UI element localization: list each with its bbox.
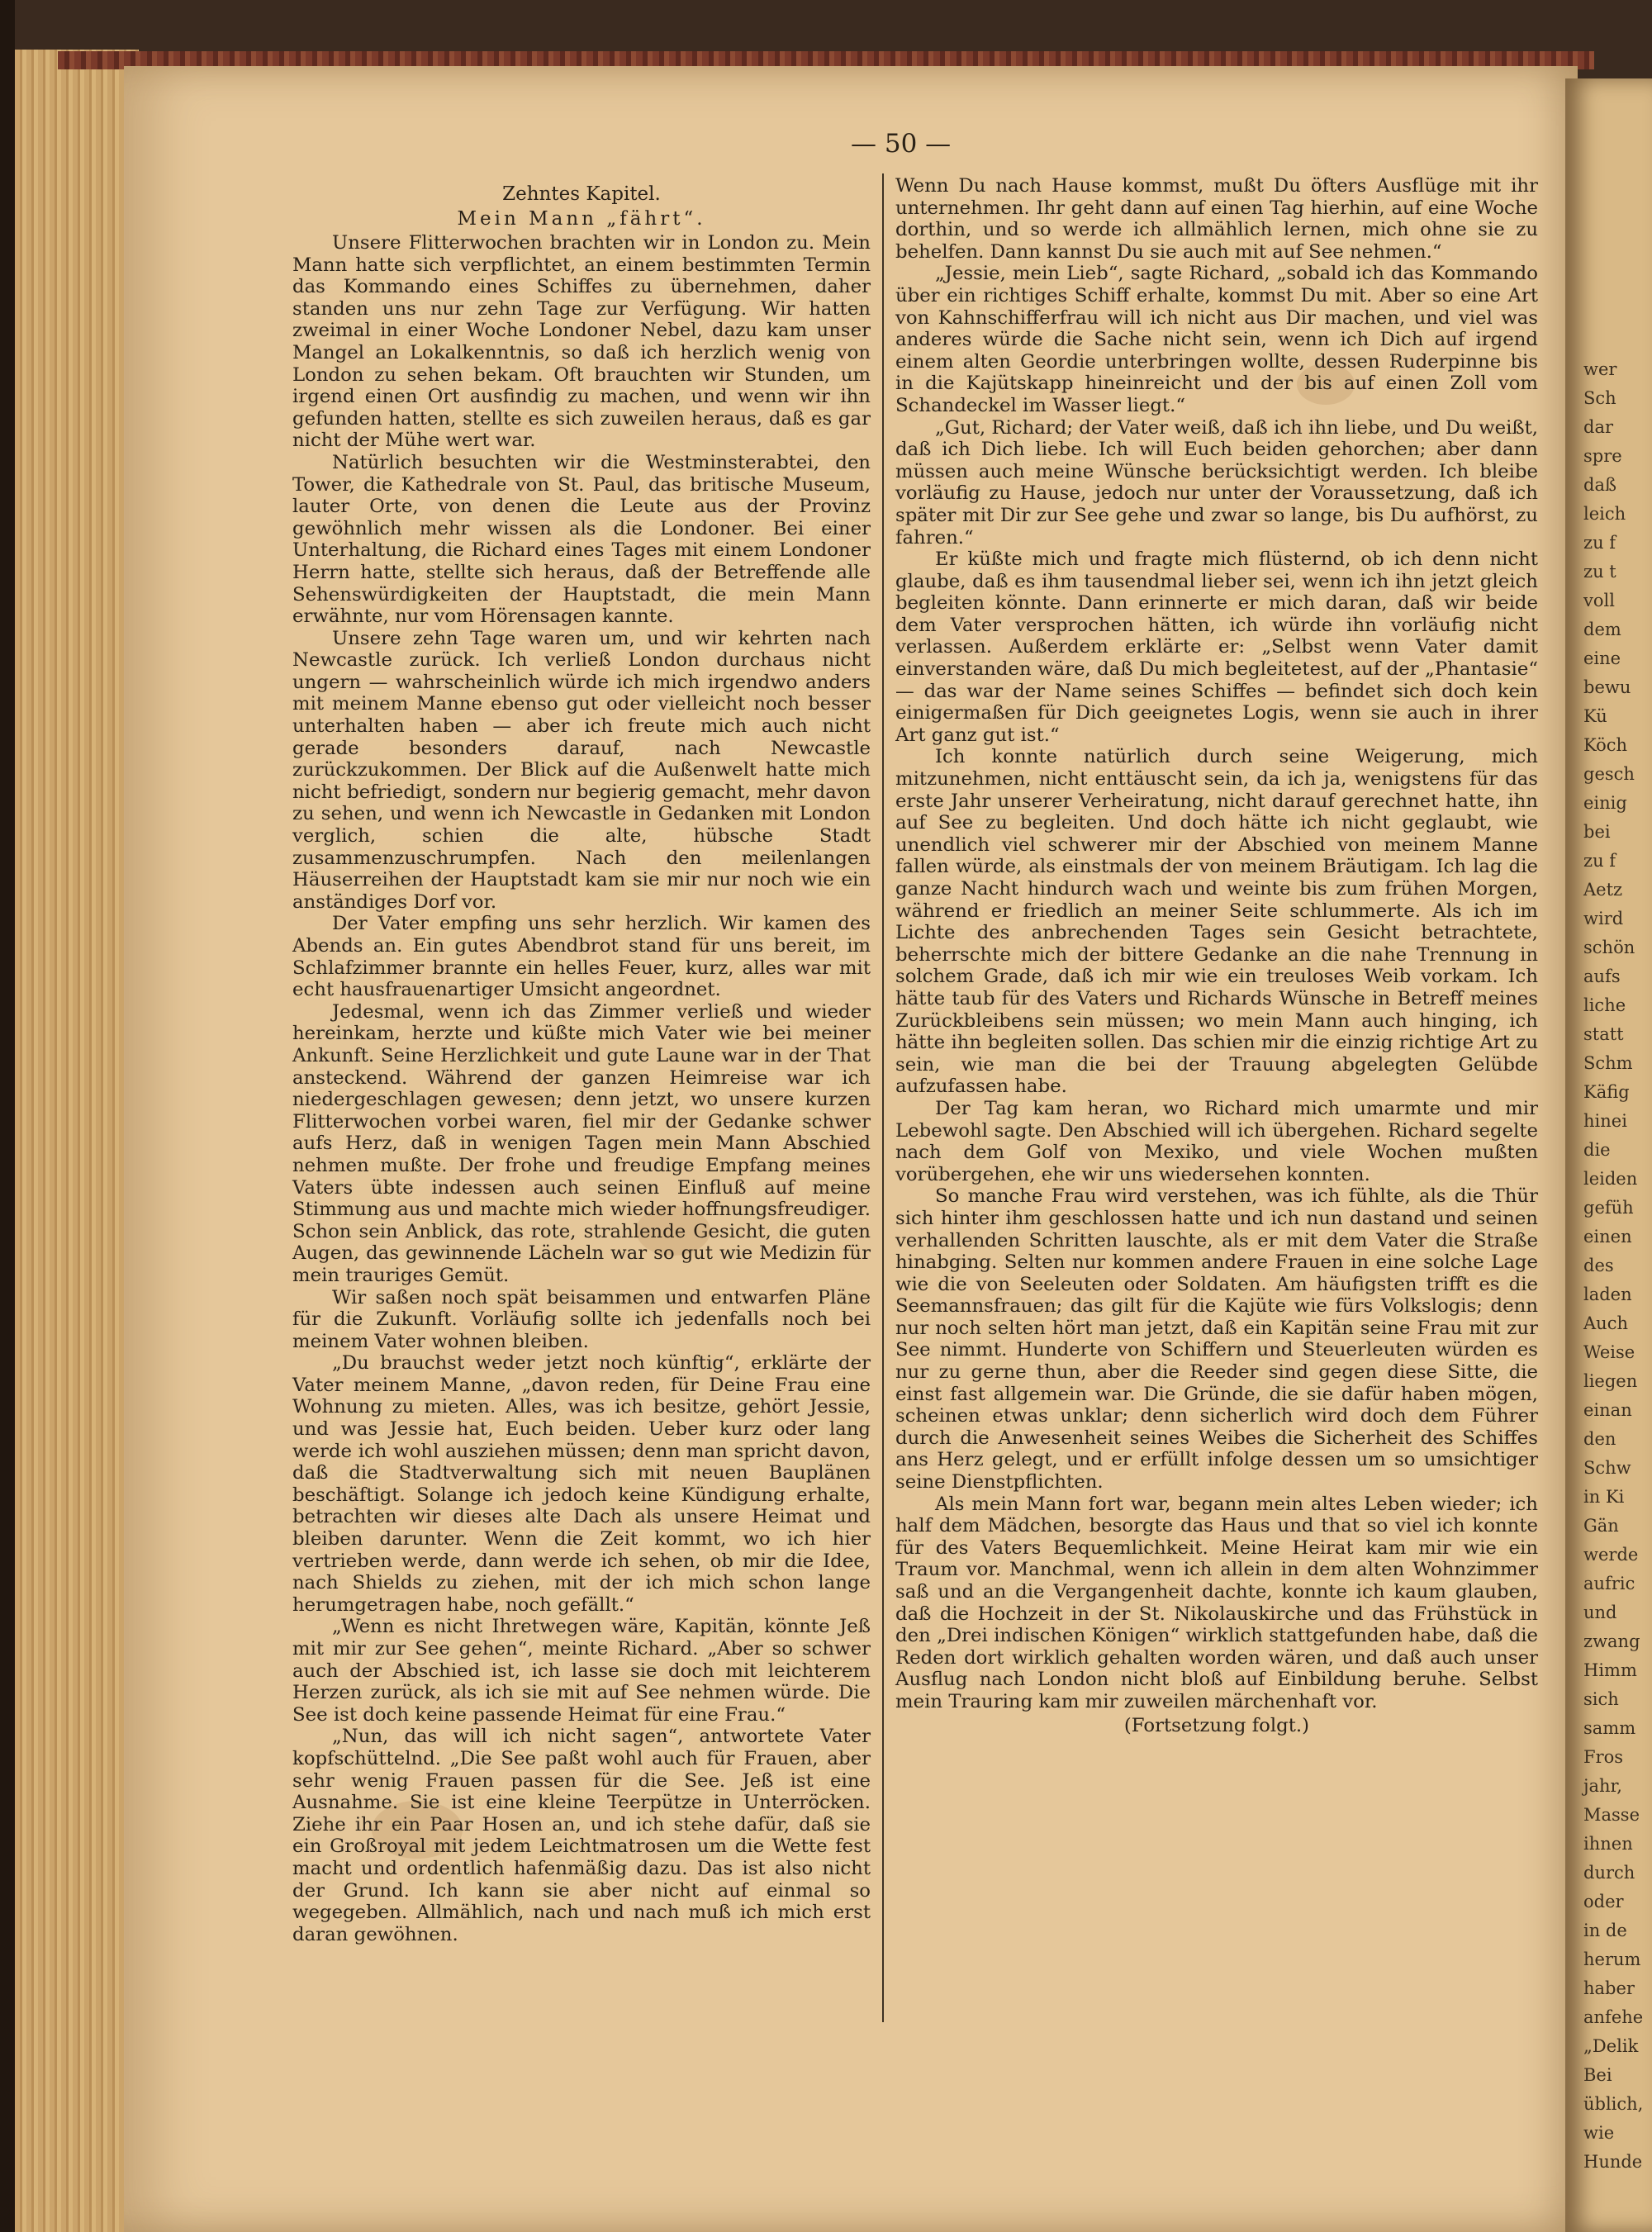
adjacent-page-fragment: Gän	[1583, 1516, 1619, 1536]
adjacent-page-fragment: werde	[1583, 1545, 1639, 1565]
adjacent-page-fragment: statt	[1583, 1024, 1624, 1044]
adjacent-page-fragment: Auch	[1583, 1313, 1628, 1333]
adjacent-page-fragment: Schw	[1583, 1458, 1631, 1478]
adjacent-page-fragment: voll	[1583, 591, 1615, 610]
adjacent-page-fragment: Fros	[1583, 1747, 1624, 1767]
adjacent-page-fragment: einig	[1583, 793, 1627, 813]
page-edges	[15, 50, 139, 2232]
adjacent-page-fragment: gefüh	[1583, 1198, 1634, 1218]
paragraph: Wenn Du nach Hause kommst, mußt Du öfters Ausflüge mit ihr unternehmen. Ihr geht dann auf einen Tag hierhin, auf eine Woche dorthin, und so werde ich allmählich lernen, mich ohne sie zu behelfen. Dann kannst Du sie auch mit auf See nehmen.“	[895, 175, 1538, 263]
adjacent-page-fragment: eine	[1583, 648, 1621, 668]
adjacent-page-fragment: Hunde	[1583, 2152, 1643, 2172]
adjacent-page-fragment: den	[1583, 1429, 1616, 1449]
adjacent-page-fragment: ihnen	[1583, 1834, 1633, 1854]
adjacent-page-fragment: Sch	[1583, 388, 1616, 408]
adjacent-page-fragment: haber	[1583, 1978, 1635, 1998]
adjacent-page-fragment: schön	[1583, 938, 1635, 957]
right-column	[895, 175, 1538, 1736]
adjacent-page-fragment: oder	[1583, 1892, 1624, 1911]
paragraph: Jedesmal, wenn ich das Zimmer verließ und wieder hereinkam, herzte und küßte mich Vater wie bei meiner Ankunft. Seine Herzlichkeit und gute Laune war in der That ansteckend. Während der ganzen Heimreise war ich niedergeschlagen gewesen; denn jetzt, wo unsere kurzen Flitterwochen vorbei waren, fiel mir der Gedanke schwer aufs Herz, daß in wenigen Tagen mein Mann Abschied nehmen mußte. Der frohe und freudige Empfang meines Vaters übte indessen auch seinen Einfluß auf meine Stimmung aus und machte mich wieder hoffnungsfreudiger. Schon sein Anblick, das rote, strahlende Gesicht, die guten Augen, das gewinnende Lächeln war so gut wie Medizin für mein trauriges Gemüt.	[292, 1000, 871, 1286]
adjacent-page-fragment: zwang	[1583, 1631, 1640, 1651]
paragraph: Unsere zehn Tage waren um, und wir kehrten nach Newcastle zurück. Ich verließ London durchaus nicht ungern — wahrscheinlich würde ich mich irgendwo anders mit meinem Manne ebenso gut oder vielleicht noch besser unterhalten haben — aber ich freute mich auch nicht gerade besonders darauf, nach Newcastle zurückzukommen. Der Blick auf die Außenwelt hatte mich nicht befriedigt, sondern nur begierig gemacht, mehr davon zu sehen, und wenn ich Newcastle in Gedanken mit London verglich, schien die alte, hübsche Stadt zusammenzuschrumpfen. Nach den meilenlangen Häuserreihen der Hauptstadt kam sie mir nur noch wie ein anständiges Dorf vor.	[292, 627, 871, 913]
adjacent-page-fragment: Kü	[1583, 706, 1607, 726]
adjacent-page-fragment: einan	[1583, 1400, 1632, 1420]
adjacent-page-fragment: aufs	[1583, 966, 1621, 986]
adjacent-page-fragment: spre	[1583, 446, 1622, 466]
adjacent-page-fragment: samm	[1583, 1718, 1636, 1738]
book-spine	[0, 0, 15, 2232]
adjacent-page-fragment: liegen	[1583, 1371, 1638, 1391]
adjacent-page-fragment: Weise	[1583, 1342, 1635, 1362]
adjacent-page-fragment: wer	[1583, 359, 1617, 379]
paragraph: Der Vater empfing uns sehr herzlich. Wir kamen des Abends an. Ein gutes Abendbrot stand für uns bereit, im Schlafzimmer brannte ein helles Feuer, kurz, alles war mit echt hausfrauenartiger Umsicht angeordnet.	[292, 913, 871, 1001]
adjacent-page-fragment: „Delik	[1583, 2036, 1639, 2056]
adjacent-page-fragment: Köch	[1583, 735, 1628, 755]
column-rule	[882, 173, 884, 2022]
adjacent-page-fragment: die	[1583, 1140, 1611, 1160]
paragraph: „Jessie, mein Lieb“, sagte Richard, „sobald ich das Kommando über ein richtiges Schiff erhalte, kommst Du mit. Aber so eine Art von Kahnschifferfrau will ich nicht aus Dir machen, und viel was anderes würde die Sache nicht sein, wenn ich Dich auf irgend einem alten Geordie unterbringen wollte, dessen Ruderpinne bis in die Kajütskapp hineinreicht und der bis auf einen Zoll vom Schandeckel im Wasser liegt.“	[895, 263, 1538, 416]
adjacent-page-fragment: Käfig	[1583, 1082, 1630, 1102]
adjacent-page-fragment: bei	[1583, 822, 1611, 842]
paragraph: Natürlich besuchten wir die Westminsterabtei, den Tower, die Kathedrale von St. Paul, das britische Museum, lauter Orte, von denen die Leute aus der Provinz gewöhnlich mehr wissen als die Londoner. Bei einer Unterhaltung, die Richard eines Tages mit einem Londoner Herrn hatte, stellte sich heraus, daß der Betreffende alle Sehenswürdigkeiten der Hauptstadt, die mein Mann erwähnte, nur vom Hörensagen kannte.	[292, 451, 871, 628]
adjacent-page-fragment: zu f	[1583, 851, 1616, 871]
adjacent-page-fragment: Aetz	[1583, 880, 1623, 900]
paragraph: Wir saßen noch spät beisammen und entwarfen Pläne für die Zukunft. Vorläufig sollte ich jedenfalls noch bei meinem Vater wohnen bleiben.	[292, 1286, 871, 1352]
paragraph: Ich konnte natürlich durch seine Weigerung, mich mitzunehmen, nicht enttäuscht sein, da ich ja, wenigstens für das erste Jahr unserer Verheiratung, nicht darauf gerechnet hatte, ihn auf See zu begleiten. Und doch hätte ich nicht geglaubt, wie unendlich viel schwerer mir der Abschied von meinem Manne fallen würde, als einstmals der von meinem Bräutigam. Ich lag die ganze Nacht hindurch wach und weinte bis zum frühen Morgen, während er friedlich an meiner Seite schlummerte. Als ich im Lichte des anbrechenden Tages sein Gesicht betrachtete, beherrschte mich der bittere Gedanke an die nahe Trennung in solchem Grade, daß ich mir wie ein treuloses Weib vorkam. Ich hätte taub für des Vaters und Richards Wünsche in Betreff meines Zurückbleibens sein müssen; wo mein Mann auch hinging, ich hätte ihn begleiten sollen. Das schien mir die einzig richtige Art zu sein, wie man die bei der Trauung abgelegten Gelübde aufzufassen habe.	[895, 746, 1538, 1098]
paragraph: So manche Frau wird verstehen, was ich fühlte, als die Thür sich hinter ihm geschlossen hatte und ich nun dastand und seinen verhallenden Schritten lauschte, als er mit dem Vater die Straße hinabging. Selten nur kommen andere Frauen in eine solche Lage wie die von Seeleuten oder Soldaten. Am häufigsten trifft es die Seemannsfrauen; das gilt für die Kajüte wie fürs Volkslogis; denn nur noch selten hört man jetzt, daß ein Kapitän seine Frau mit zur See nimmt. Hunderte von Schiffern und Steuerleuten würden es nur zu gerne thun, aber die Reeder sind gegen diese Sitte, die einst fast allgemein war. Die Gründe, die sie dafür haben mögen, scheinen etwas unklar; denn sicherlich wird doch dem Führer durch die Anwesenheit seines Weibes die Sicherheit des Schiffes ans Herz gelegt, und er erfüllt infolge dessen um so umsichtiger seine Dienstpflichten.	[895, 1185, 1538, 1494]
adjacent-page-fragment: Bei	[1583, 2065, 1612, 2085]
adjacent-page-fragment: anfehe	[1583, 2007, 1644, 2027]
adjacent-page-fragment: jahr,	[1583, 1776, 1622, 1796]
adjacent-page-fragment: laden	[1583, 1285, 1632, 1304]
adjacent-page-fragment: herum	[1583, 1949, 1641, 1969]
adjacent-page-fragment: in Ki	[1583, 1487, 1625, 1507]
paragraph: „Nun, das will ich nicht sagen“, antwortete Vater kopfschüttelnd. „Die See paßt wohl auch für Frauen, aber sehr wenig Frauen passen für die See. Jeß ist eine Ausnahme. Sie ist eine kleine Teerpütze in Unterröcken. Ziehe ihr ein Paar Hosen an, und ich stehe dafür, daß sie ein Großroyal mit jedem Leichtmatrosen um die Wette fest macht und ordentlich hafenmäßig dazu. Das ist also nicht der Grund. Ich kann sie aber nicht auf einmal so wegegeben. Allmählich, nach und nach muß ich mich erst daran gewöhnen.	[292, 1726, 871, 1945]
adjacent-page-fragment: daß	[1583, 475, 1616, 495]
paragraph: Unsere Flitterwochen brachten wir in London zu. Mein Mann hatte sich verpflichtet, an einem bestimmten Termin das Kommando eines Schiffes zu übernehmen, daher standen uns nur zehn Tage zur Verfügung. Wir hatten zweimal in einer Woche Londoner Nebel, dazu kam unser Mangel an Lokalkenntnis, so daß ich herzlich wenig von London zu sehen bekam. Oft brauchten wir Stunden, um irgend einen Ort ausfindig zu machen, und wenn wir ihn gefunden hatten, stellte es sich zuweilen heraus, daß es gar nicht der Mühe wert war.	[292, 232, 871, 452]
adjacent-page-fragment: Schm	[1583, 1053, 1633, 1073]
continuation-note: (Fortsetzung folgt.)	[1123, 1714, 1310, 1736]
adjacent-page-fragment: durch	[1583, 1863, 1635, 1883]
page-number: — 50 —	[851, 129, 952, 159]
adjacent-page-fragment: des	[1583, 1256, 1614, 1275]
adjacent-page-fragment: aufric	[1583, 1574, 1635, 1593]
paragraph: „Du brauchst weder jetzt noch künftig“, erklärte der Vater meinem Manne, „davon reden, für Deine Frau eine Wohnung zu mieten. Alles, was ich besitze, gehört Jessie, und was Jessie hat, Euch beiden. Ueber kurz oder lang werde ich wohl ausziehen müssen; denn man spricht davon, daß die Stadtverwaltung sich mit neuen Bauplänen beschäftigt. Solange ich jedoch keine Kündigung erhalte, betrachten wir dieses alte Dach als unsere Heimat und bleiben darunter. Wenn die Zeit kommt, wo ich hier vertrieben werde, dann werde ich sehen, ob mir die Idee, nach Shields zu ziehen, mit der ich mich schon lange herumgetragen habe, noch gefällt.“	[292, 1352, 871, 1616]
paragraph: Er küßte mich und fragte mich flüsternd, ob ich denn nicht glaube, daß es ihm tausendmal lieber sei, wenn ich ihn jetzt gleich begleiten könnte. Dann erinnerte er mich daran, daß wir beide dem Vater versprochen hätten, ich würde ihn vorläufig nicht verlassen. Außerdem erklärte er: „Selbst wenn Vater damit einverstanden wäre, daß Du mich begleitetest, auf der „Phantasie“ — das war der Name seines Schiffes — befindet sich doch kein einigermaßen für Dich geeignetes Logis, wenn sie auch in ihrer Art ganz gut ist.“	[895, 549, 1538, 746]
adjacent-page-fragment: bewu	[1583, 677, 1631, 697]
adjacent-page-fragment: gesch	[1583, 764, 1635, 784]
chapter-title: Zehntes Kapitel.	[502, 183, 661, 205]
adjacent-page-fragment: sich	[1583, 1689, 1619, 1709]
left-column	[292, 175, 871, 1945]
adjacent-page-fragment: dar	[1583, 417, 1614, 437]
adjacent-page-fragment: einen	[1583, 1227, 1632, 1247]
adjacent-page-fragment: zu t	[1583, 562, 1616, 582]
adjacent-page-fragment: dem	[1583, 620, 1621, 639]
adjacent-page-fragment: Himm	[1583, 1660, 1637, 1680]
paragraph: Als mein Mann fort war, begann mein altes Leben wieder; ich half dem Mädchen, besorgte das Haus und that so viel ich konnte für des Vaters Bequemlichkeit. Meine Heirat kam mir wie ein Traum vor. Manchmal, wenn ich allein in dem alten Wohnzimmer saß und an die Vergangenheit dachte, konnte ich kaum glauben, daß die Hochzeit in der St. Nikolauskirche und das Frühstück in den „Drei indischen Königen“ wirklich stattgefunden habe, daß die Reden dort wirklich gehalten worden wären, und daß auch unser Ausflug nach London nicht bloß auf Einbildung beruhe. Selbst mein Trauring kam mir zuweilen märchenhaft vor.	[895, 1493, 1538, 1712]
paragraph: „Wenn es nicht Ihretwegen wäre, Kapitän, könnte Jeß mit mir zur See gehen“, meinte Richard. „Aber so schwer auch der Abschied ist, ich lasse sie doch mit leichterem Herzen zurück, als ich sie mit auf See nehmen würde. Die See ist doch keine passende Heimat für eine Frau.“	[292, 1616, 871, 1726]
adjacent-page-fragment: und	[1583, 1603, 1617, 1622]
adjacent-page-fragment: Masse	[1583, 1805, 1640, 1825]
adjacent-page-fragment: wird	[1583, 909, 1624, 928]
paragraph: „Gut, Richard; der Vater weiß, daß ich ihn liebe, und Du weißt, daß ich Dich liebe. Ich will Euch beiden gehorchen; aber dann müssen auch meine Wünsche berücksichtigt werden. Ich bleibe vorläufig zu Hause, jedoch nur unter der Voraussetzung, daß ich später mit Dir zur See gehe und zwar so lange, bis Du aufhörst, zu fahren.“	[895, 416, 1538, 549]
adjacent-page-fragment: wie	[1583, 2123, 1615, 2143]
adjacent-page-edge	[1565, 78, 1652, 2232]
adjacent-page-fragment: in de	[1583, 1921, 1627, 1940]
chapter-subtitle: Mein Mann „fährt“.	[457, 208, 706, 230]
adjacent-page-fragment: leiden	[1583, 1169, 1638, 1189]
adjacent-page-fragment: hinei	[1583, 1111, 1627, 1131]
adjacent-page-fragment: leich	[1583, 504, 1626, 524]
adjacent-page-fragment: üblich,	[1583, 2094, 1644, 2114]
paragraph: Der Tag kam heran, wo Richard mich umarmte und mir Lebewohl sagte. Den Abschied will ich übergehen. Richard segelte nach dem Golf von Mexiko, und viele Wochen mußten vorübergehen, ehe wir uns wiedersehen konnten.	[895, 1097, 1538, 1185]
adjacent-page-fragment: liche	[1583, 995, 1626, 1015]
adjacent-page-fragment: zu f	[1583, 533, 1616, 553]
